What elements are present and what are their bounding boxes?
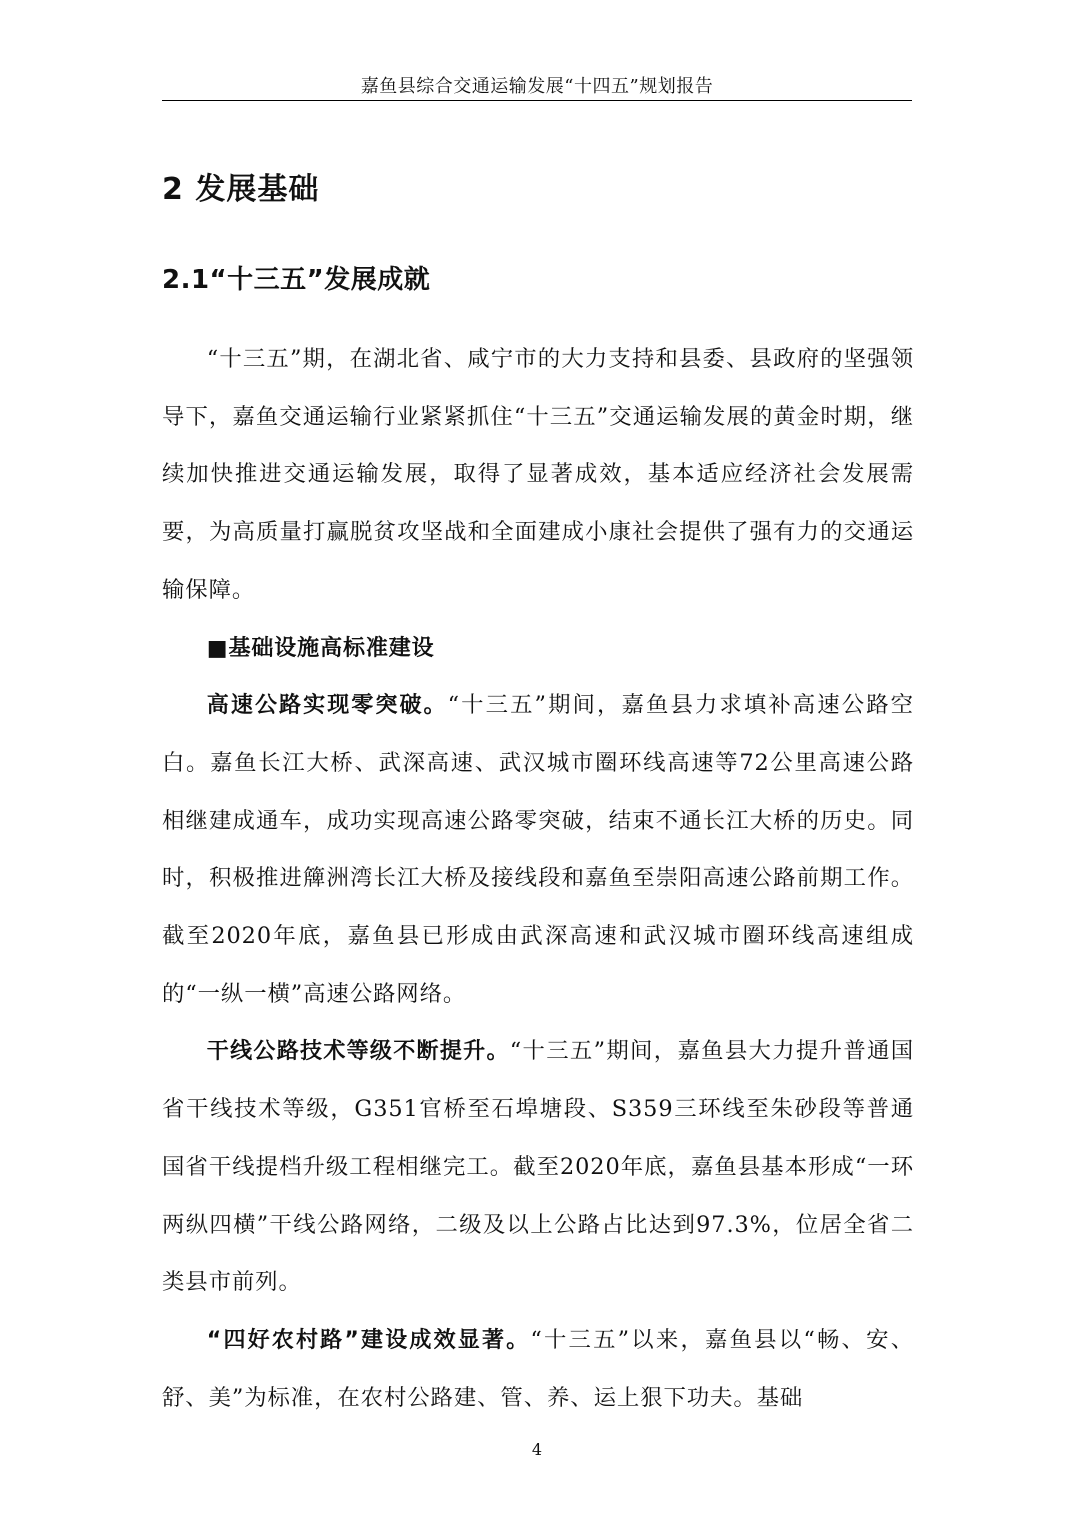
paragraph-trunk-roads [162, 1023, 914, 1312]
paragraph-lead: 高速公路实现零突破。 [206, 693, 448, 719]
section-heading: 2.1“十三五”发展成就 [162, 265, 431, 295]
chapter-heading: 2 发展基础 [162, 172, 320, 207]
subsection-heading-text: 基础设施高标准建设 [228, 635, 435, 661]
running-header: 嘉鱼县综合交通运输发展“十四五”规划报告 [360, 76, 714, 97]
paragraph-text: “十三五”期间，嘉鱼县大力提升普通国省干线技术等级，G351官桥至石埠塘段、S359三环线至朱砂段等普通国省干线提档升级工程相继完工。截至2020年底，嘉鱼县基本形成“一环两纵四横”干线公路网络，二级及以上公路占比达到97.3%，位居全省二类县市前列。 [162, 1038, 914, 1296]
paragraph-lead: “四好农村路”建设成效显著。 [206, 1327, 531, 1353]
paragraph-rural-roads [162, 1312, 914, 1427]
intro-paragraph: “十三五”期，在湖北省、咸宁市的大力支持和县委、县政府的坚强领导下，嘉鱼交通运输行业紧紧抓住“十三五”交通运输发展的黄金时期，继续加快推进交通运输发展，取得了显著成效，基本适应经济社会发展需要，为高质量打赢脱贫攻坚战和全面建成小康社会提供了强有力的交通运输保障。 [162, 346, 914, 603]
header-divider [162, 100, 912, 101]
paragraph-text: “十三五”期间，嘉鱼县力求填补高速公路空白。嘉鱼长江大桥、武深高速、武汉城市圈环线高速等72公里高速公路相继建成通车，成功实现高速公路零突破，结束不通长江大桥的历史。同时，积极推进簰洲湾长江大桥及接线段和嘉鱼至崇阳高速公路前期工作。截至2020年底，嘉鱼县已形成由武深高速和武汉城市圈环线高速组成的“一纵一横”高速公路网络。 [162, 692, 914, 1007]
page-number: 4 [531, 1440, 543, 1459]
paragraph-text: “十三五”以来，嘉鱼县以“畅、安、舒、美”为标准，在农村公路建、管、养、运上狠下功夫。基础 [162, 1326, 914, 1411]
body-text [162, 331, 914, 1427]
subsection-heading [162, 620, 914, 678]
square-bullet-icon: ■ [206, 635, 229, 661]
paragraph-lead: 干线公路技术等级不断提升。 [206, 1039, 510, 1065]
paragraph-expressway [162, 677, 914, 1023]
